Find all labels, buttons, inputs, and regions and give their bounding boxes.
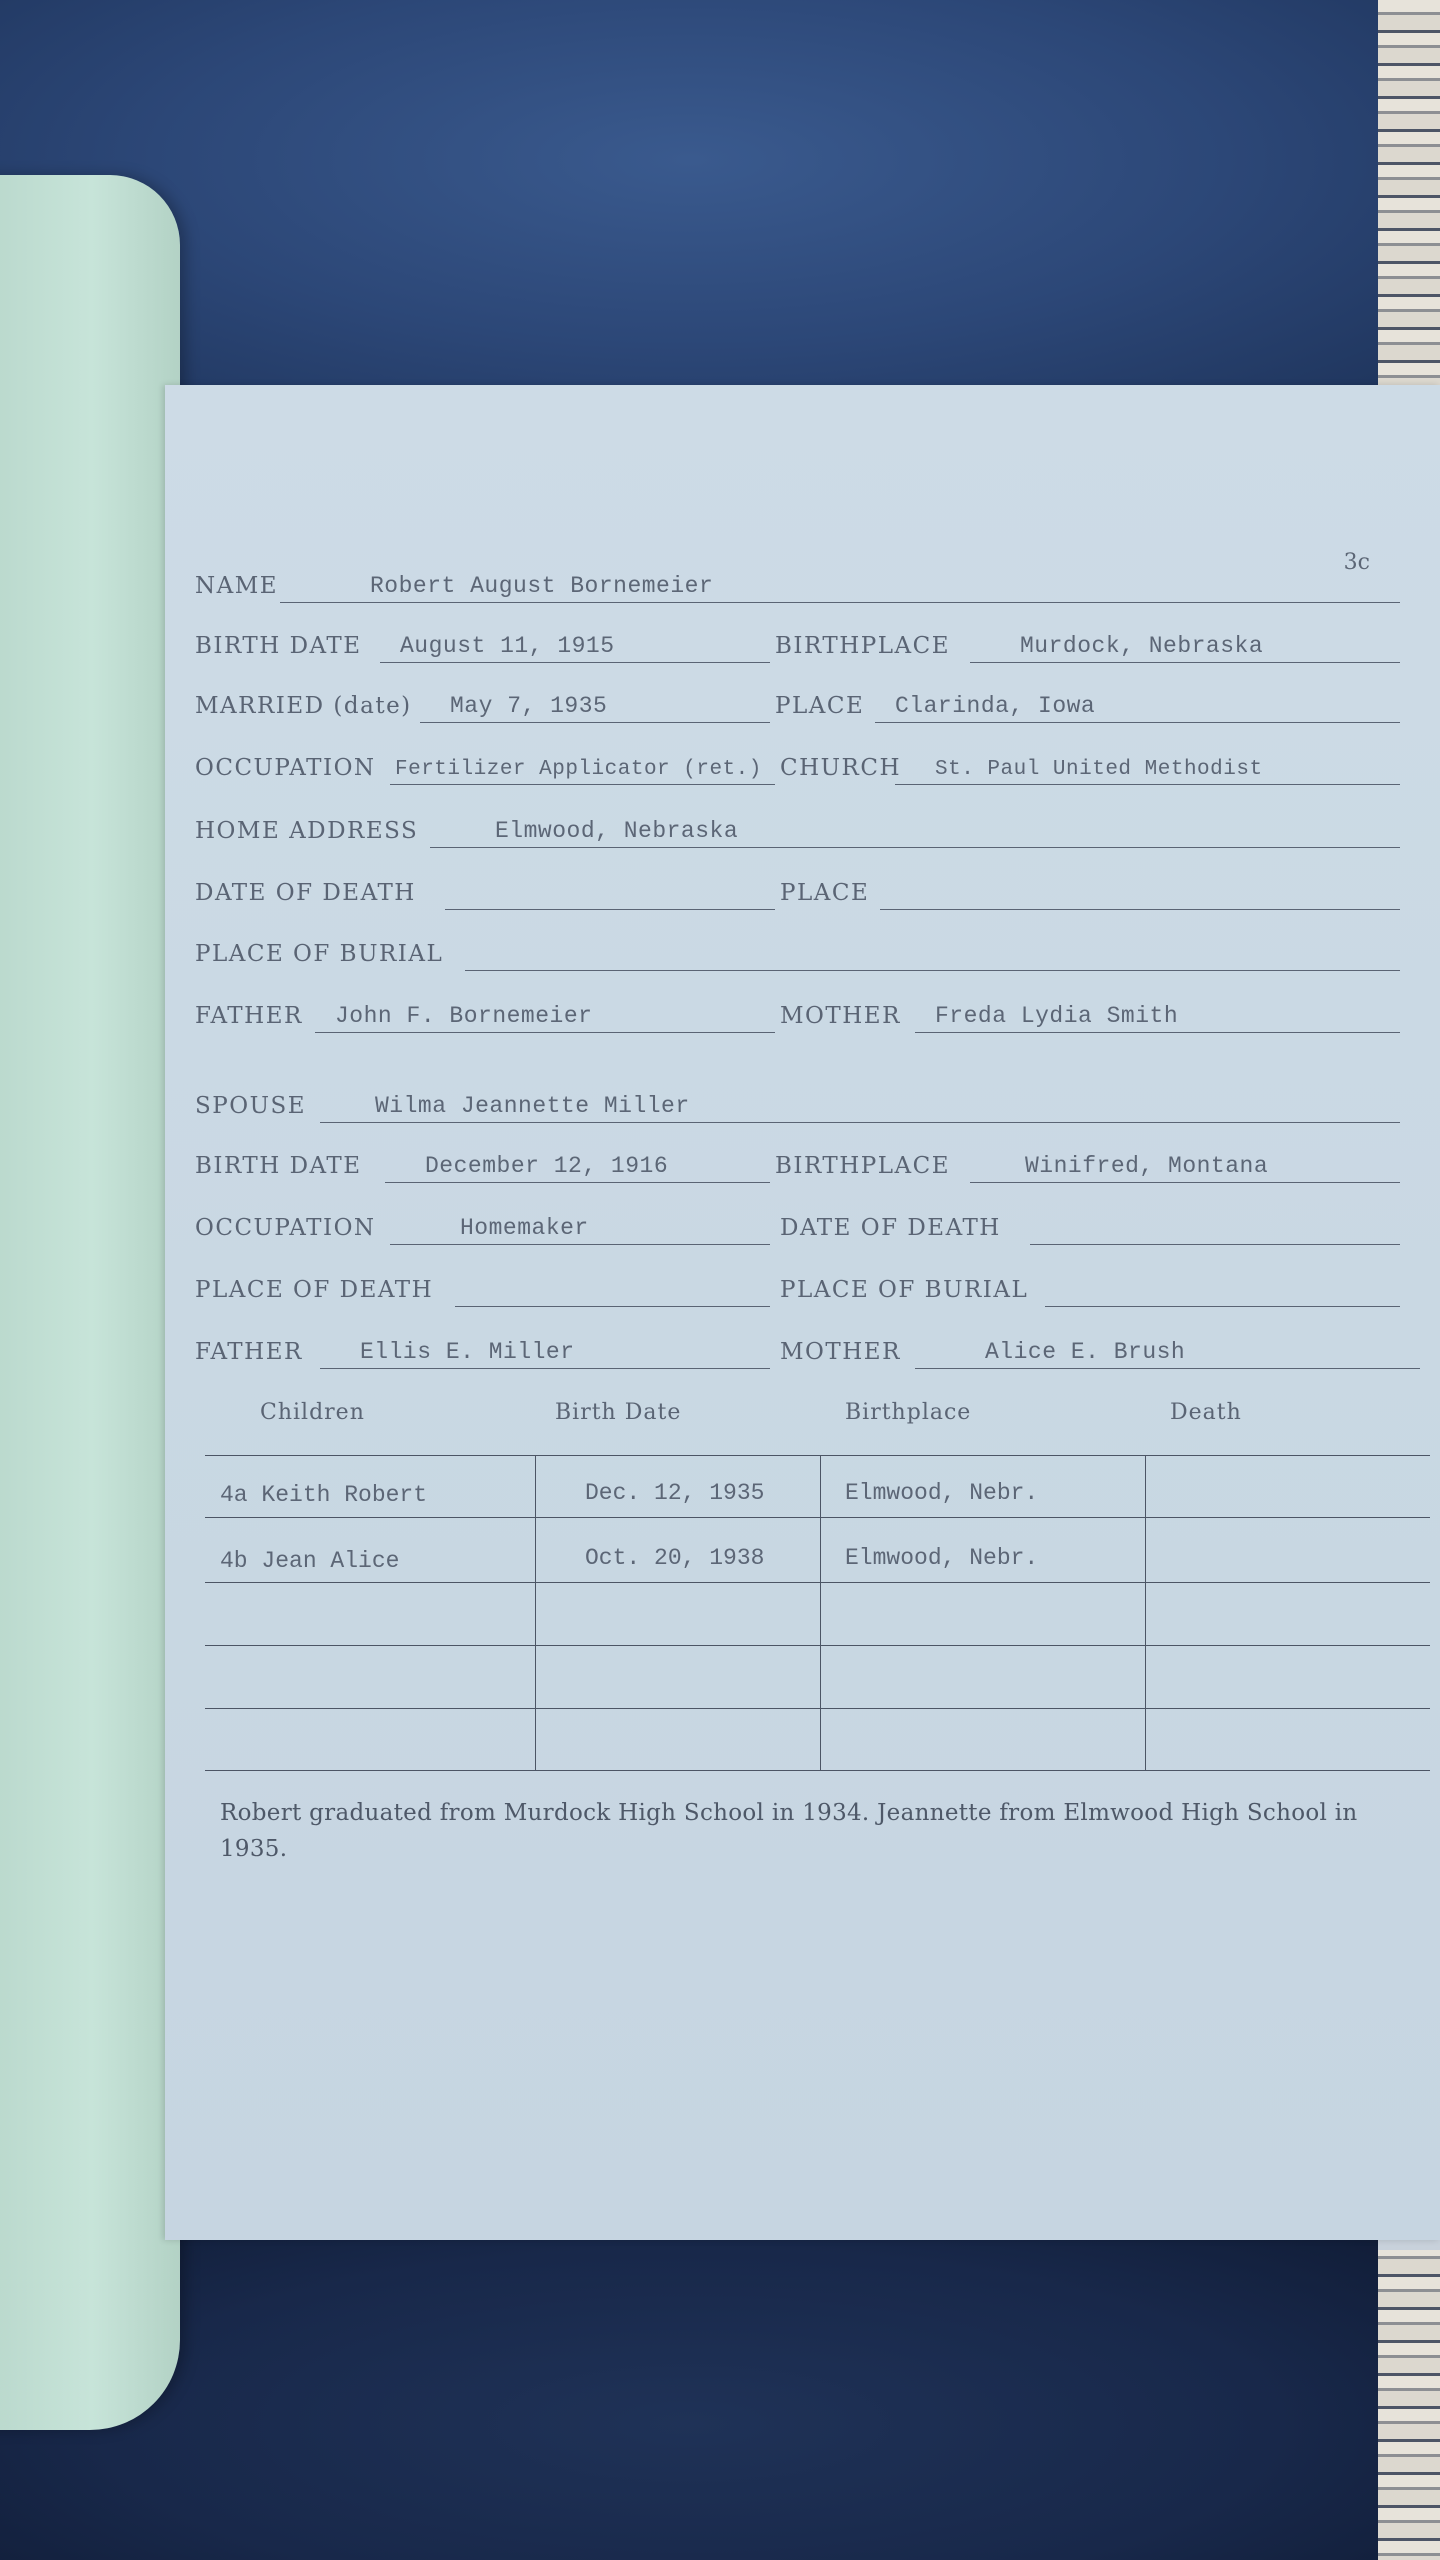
spouse-birthplace-value: Winifred, Montana xyxy=(1025,1153,1269,1179)
father-value: John F. Bornemeier xyxy=(335,1003,593,1029)
name-row xyxy=(195,565,1405,605)
death-row xyxy=(195,872,1405,912)
left-page-curl xyxy=(0,175,180,2430)
married-row xyxy=(195,685,1405,725)
children-header: Children xyxy=(260,1400,365,1425)
name-value: Robert August Bornemeier xyxy=(370,573,714,599)
background-cloth-top xyxy=(0,0,1380,400)
table-row-rule xyxy=(205,1582,1430,1583)
married-place-value: Clarinda, Iowa xyxy=(895,693,1096,719)
spouse-occupation-row xyxy=(195,1207,1405,1247)
spouse-father-label: FATHER xyxy=(195,1339,303,1365)
child-name: 4a Keith Robert xyxy=(220,1482,428,1508)
birthplace-label: BIRTHPLACE xyxy=(775,633,951,659)
child-name: 4b Jean Alice xyxy=(220,1548,400,1574)
spouse-label: SPOUSE xyxy=(195,1093,307,1119)
married-date-value: May 7, 1935 xyxy=(450,693,608,719)
spouse-parents-row xyxy=(195,1331,1405,1371)
spouse-place-of-burial-field xyxy=(1045,1270,1400,1307)
biographical-note: Robert graduated from Murdock High School in 1934. Jeannette from Elmwood High School in 1935. xyxy=(220,1800,1358,1862)
spouse-death-burial-row xyxy=(195,1269,1405,1309)
birth-row xyxy=(195,625,1405,665)
birthplace-header: Birthplace xyxy=(845,1400,972,1425)
table-divider-2 xyxy=(820,1455,821,1770)
table-divider-1 xyxy=(535,1455,536,1770)
death-place-label: PLACE xyxy=(780,880,870,906)
place-of-burial-field xyxy=(465,934,1400,971)
birthplace-value: Murdock, Nebraska xyxy=(1020,633,1264,659)
occupation-value: Fertilizer Applicator (ret.) xyxy=(395,758,762,781)
parents-row xyxy=(195,995,1405,1035)
spouse-place-of-death-field xyxy=(455,1270,770,1307)
occupation-row xyxy=(195,747,1405,787)
married-place-label: PLACE xyxy=(775,693,865,719)
married-label: MARRIED (date) xyxy=(195,693,412,719)
place-of-burial-label: PLACE OF BURIAL xyxy=(195,941,444,967)
children-table xyxy=(205,1400,1430,1750)
mother-value: Freda Lydia Smith xyxy=(935,1003,1179,1029)
home-address-row xyxy=(195,810,1405,850)
mother-label: MOTHER xyxy=(780,1003,901,1029)
spouse-place-of-burial-label: PLACE OF BURIAL xyxy=(780,1277,1029,1303)
table-header-rule xyxy=(205,1455,1430,1456)
date-of-death-label: DATE OF DEATH xyxy=(195,880,416,906)
table-row-rule xyxy=(205,1708,1430,1709)
spouse-birth-date-label: BIRTH DATE xyxy=(195,1153,362,1179)
spouse-birth-date-value: December 12, 1916 xyxy=(425,1153,669,1179)
church-value: St. Paul United Methodist xyxy=(935,758,1263,781)
spouse-mother-value: Alice E. Brush xyxy=(985,1339,1186,1365)
child-birth-date: Dec. 12, 1935 xyxy=(585,1480,765,1506)
child-birth-date: Oct. 20, 1938 xyxy=(585,1545,765,1571)
table-row-rule xyxy=(205,1645,1430,1646)
spouse-date-of-death-field xyxy=(1030,1208,1400,1245)
spouse-birthplace-label: BIRTHPLACE xyxy=(775,1153,951,1179)
background-cloth-bottom xyxy=(0,2220,1380,2560)
page-number: 3c xyxy=(1343,550,1370,575)
death-place-field xyxy=(880,873,1400,910)
father-label: FATHER xyxy=(195,1003,303,1029)
name-label: NAME xyxy=(195,573,279,599)
spouse-value: Wilma Jeannette Miller xyxy=(375,1093,690,1119)
home-address-value: Elmwood, Nebraska xyxy=(495,818,739,844)
spouse-row xyxy=(195,1085,1405,1125)
birth-date-value: August 11, 1915 xyxy=(400,633,615,659)
table-row-rule xyxy=(205,1770,1430,1771)
occupation-label: OCCUPATION xyxy=(195,755,376,781)
birth-date-label: BIRTH DATE xyxy=(195,633,362,659)
spouse-occupation-label: OCCUPATION xyxy=(195,1215,376,1241)
spouse-date-of-death-label: DATE OF DEATH xyxy=(780,1215,1001,1241)
spouse-birth-row xyxy=(195,1145,1405,1185)
death-header: Death xyxy=(1170,1400,1242,1425)
birth-date-header: Birth Date xyxy=(555,1400,682,1425)
table-divider-3 xyxy=(1145,1455,1146,1770)
child-birthplace: Elmwood, Nebr. xyxy=(845,1480,1039,1506)
church-label: CHURCH xyxy=(780,755,902,781)
spouse-place-of-death-label: PLACE OF DEATH xyxy=(195,1277,434,1303)
spouse-father-value: Ellis E. Miller xyxy=(360,1339,575,1365)
child-birthplace: Elmwood, Nebr. xyxy=(845,1545,1039,1571)
burial-row xyxy=(195,933,1405,973)
spouse-occupation-value: Homemaker xyxy=(460,1215,589,1241)
table-row-rule xyxy=(205,1517,1430,1518)
spouse-mother-label: MOTHER xyxy=(780,1339,901,1365)
record-page xyxy=(165,385,1440,2240)
home-address-label: HOME ADDRESS xyxy=(195,818,419,844)
date-of-death-field xyxy=(445,873,775,910)
